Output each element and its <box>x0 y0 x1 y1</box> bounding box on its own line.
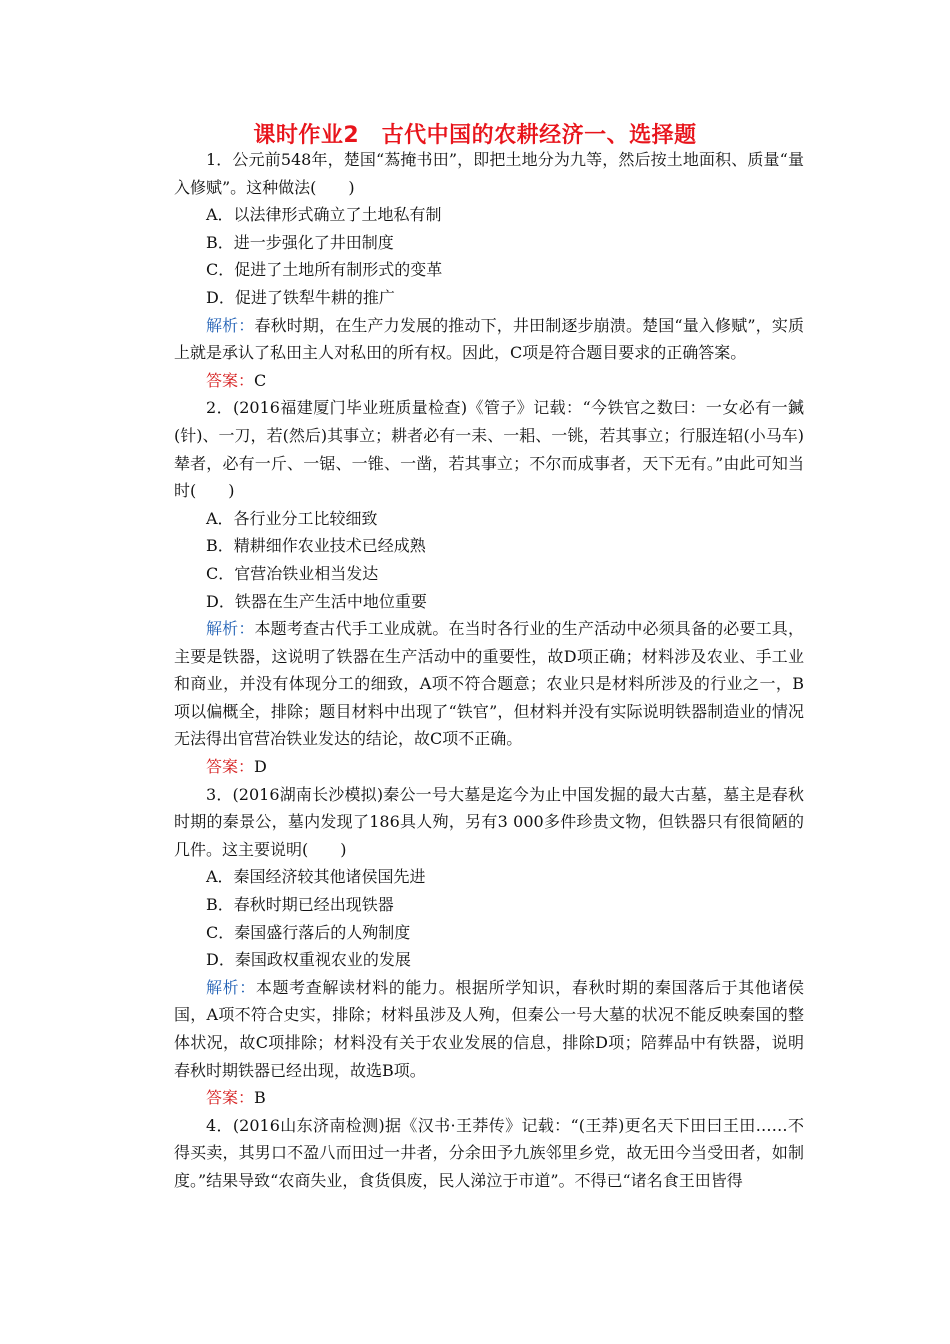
question-1-stem: 1．公元前548年，楚国“蒍掩书田”，即把土地分为九等，然后按土地面积、质量“量入修赋”。这种做法( ) <box>174 150 804 197</box>
question-3-analysis <box>174 974 804 1084</box>
question-4-stem: 4．(2016山东济南检测)据《汉书·王莽传》记载：“(王莽)更名天下田曰王田……不得买卖，其男口不盈八而田过一井者，分余田予九族邻里乡党，故无田今当受田者，如制度。”结果导致“农商失业，食货俱废，民人涕泣于市道”。不得已“诸名食王田皆得 <box>174 1115 804 1190</box>
question-3-option-c: C．秦国盛行落后的人殉制度 <box>206 922 411 942</box>
question-3-option-a: A．秦国经济较其他诸侯国先进 <box>206 867 426 887</box>
question-list <box>174 146 804 1195</box>
analysis-label: 解析： <box>206 977 256 997</box>
question-2-option-c: C．官营冶铁业相当发达 <box>206 563 379 583</box>
question-1-option-b: B．进一步强化了井田制度 <box>206 232 394 252</box>
answer-label: 答案： <box>206 757 255 777</box>
analysis-text: 本题考查古代手工业成就。在当时各行业的生产活动中必须具备的必要工具，主要是铁器，这说明了铁器在生产活动中的重要性，故D项正确；材料涉及农业、手工业和商业，并没有体现分工的细致，A项不符合题意；农业只是材料所涉及的行业之一，B项以偏概全，排除；题目材料中出现了“铁官”，但材料并没有实际说明铁器制造业的情况无法得出官营冶铁业发达的结论，故C项不正确。 <box>174 619 804 749</box>
question-3-answer <box>174 1084 804 1112</box>
answer-value: D <box>254 757 267 777</box>
answer-label: 答案： <box>206 370 255 390</box>
question-3-option-d: D．秦国政权重视农业的发展 <box>206 950 411 970</box>
analysis-label: 解析： <box>206 315 255 335</box>
question-1-option-c: C．促进了土地所有制形式的变革 <box>206 260 443 280</box>
question-3-option-b: B．春秋时期已经出现铁器 <box>206 895 394 915</box>
question-2-stem: 2．(2016福建厦门毕业班质量检查)《管子》记载：“今铁官之数曰：一女必有一鍼(针)、一刀，若(然后)其事立；耕者必有一耒、一耜、一铫，若其事立；行服连轺(小马车)辇者，必有一斤、一锯、一锥、一凿，若其事立；不尔而成事者，天下无有。”由此可知当时( ) <box>174 398 804 501</box>
analysis-label: 解析： <box>206 619 255 639</box>
question-2-option-b: B．精耕细作农业技术已经成熟 <box>206 536 426 556</box>
answer-value: C <box>254 370 267 390</box>
question-3-stem: 3．(2016湖南长沙模拟)秦公一号大墓是迄今为止中国发掘的最大古墓，墓主是春秋时期的秦景公，墓内发现了186具人殉，另有3 000多件珍贵文物，但铁器只有很简陋的几件。这主要说明( ) <box>174 784 804 859</box>
question-2-answer <box>174 753 804 781</box>
question-1-option-d: D．促进了铁犁牛耕的推广 <box>206 287 395 307</box>
page-title: 课时作业2 古代中国的农耕经济一、选择题 <box>253 123 697 148</box>
question-1-answer <box>174 367 804 395</box>
analysis-text: 本题考查解读材料的能力。根据所学知识，春秋时期的秦国落后于其他诸侯国，A项不符合史实，排除；材料虽涉及人殉，但秦公一号大墓的状况不能反映秦国的整体状况，故C项排除；材料没有关于农业发展的信息，排除D项；陪葬品中有铁器，说明春秋时期铁器已经出现，故选B项。 <box>174 977 804 1080</box>
answer-value: B <box>254 1088 266 1108</box>
analysis-text: 春秋时期，在生产力发展的推动下，井田制逐步崩溃。楚国“量入修赋”，实质上就是承认了私田主人对私田的所有权。因此，C项是符合题目要求的正确答案。 <box>174 315 804 363</box>
question-2-option-a: A．各行业分工比较细致 <box>206 508 378 528</box>
question-2-option-d: D．铁器在生产生活中地位重要 <box>206 591 427 611</box>
question-1-analysis <box>174 312 804 367</box>
answer-label: 答案： <box>206 1088 255 1108</box>
question-1-option-a: A．以法律形式确立了土地私有制 <box>206 205 442 225</box>
question-2-analysis <box>174 615 804 753</box>
